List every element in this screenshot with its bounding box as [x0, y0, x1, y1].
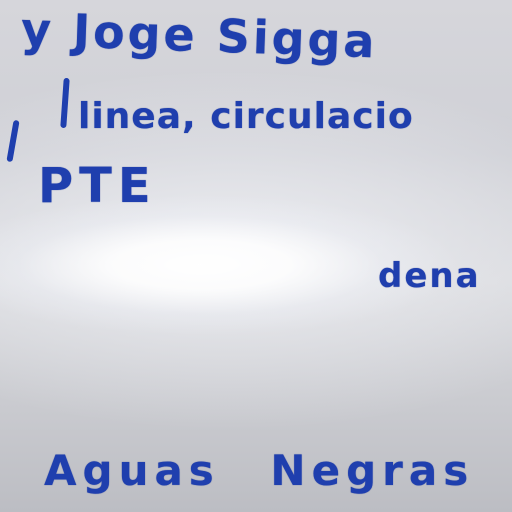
handwritten-line-4: dena [378, 256, 481, 296]
handwritten-line-5: Aguas Negras [44, 446, 475, 495]
handwritten-line-2: linea, circulacio [78, 96, 414, 137]
glare-obscured-text [20, 272, 36, 297]
ink-mark-left [6, 120, 19, 162]
handwritten-line-3: PTE [38, 158, 157, 214]
handwritten-line-1: y Joge Sigga [20, 2, 379, 69]
ink-mark-left-2 [60, 78, 69, 128]
